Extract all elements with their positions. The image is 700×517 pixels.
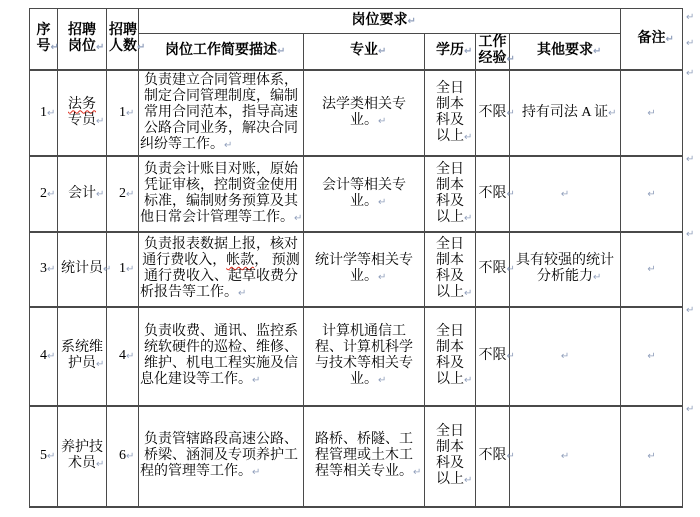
col-header-requirements: 岗位要求↵ (139, 9, 621, 34)
cell-education: 全日制本科及以上↵ (425, 232, 476, 307)
col-header-position: 招聘岗位↵ (58, 9, 107, 71)
paragraph-mark-icon: ↵ (560, 451, 570, 462)
cell-major: 路桥、桥隧、工程管理或土木工程等相关专业。↵ (304, 406, 425, 507)
cell-serial: 4↵ (30, 307, 58, 406)
cell-other (510, 307, 621, 406)
paragraph-mark-icon: ↵ (560, 188, 570, 200)
col-header-label: 岗位要求 (351, 12, 408, 28)
cell-serial: 2↵ (30, 156, 58, 232)
cell-note (621, 156, 683, 232)
cell-major: 会计等相关专业。↵ (304, 156, 425, 232)
cell-note (621, 232, 683, 307)
cell-position: 养护技 术员↵ (58, 406, 107, 507)
paragraph-mark-icon: ↵ (647, 107, 656, 119)
cell-experience: 不限↵ (476, 156, 510, 232)
col-header-label: 备注 (637, 30, 666, 46)
col-header-major: 专业↵ (304, 34, 425, 71)
col-header-count: 招聘人数↵ (107, 9, 139, 71)
cell-experience: 不限↵ (476, 70, 510, 156)
cell-count: 1↵ (107, 70, 139, 156)
col-header-serial: 序号↵ (30, 9, 58, 71)
cell-major: 统计学等相关专业。↵ (304, 232, 425, 307)
paragraph-mark-icon: ↵ (686, 154, 695, 165)
paragraph-mark-icon: ↵ (686, 404, 695, 415)
cell-major: 法学类相关专业。↵ (304, 70, 425, 156)
header-row-top (30, 9, 683, 34)
paragraph-mark-icon: ↵ (686, 12, 695, 23)
cell-count: 6↵ (107, 406, 139, 507)
cell-note (621, 406, 683, 507)
table-row (30, 156, 683, 232)
cell-serial: 5↵ (30, 406, 58, 507)
col-header-label: 招聘岗位 (68, 22, 96, 54)
cell-count: 1↵ (107, 232, 139, 307)
cell-description: 负责会计账目对账，原始凭证审核，控制资金使用标准，编制财务预算及其他日常会计管理等工作。↵ (139, 156, 304, 232)
col-header-other: 其他要求↵ (510, 34, 621, 71)
cell-other: 持有司法 A 证↵ (510, 70, 621, 156)
col-header-description: 岗位工作简要描述↵ (139, 34, 304, 71)
cell-description: 负责报表数据上报，核对通行费收入，帐款， 预测通行费收入、起草收费分析报告等工作。↵ (139, 232, 304, 307)
table-row (30, 232, 683, 307)
cell-position: 系统维 护员↵ (58, 307, 107, 406)
cell-count: 2↵ (107, 156, 139, 232)
recruitment-table (29, 8, 683, 508)
table-row (30, 307, 683, 406)
cell-position: 法务 专员↵ (58, 70, 107, 156)
paragraph-mark-icon: ↵ (686, 68, 695, 79)
spellcheck-underline: 帐款 (226, 253, 255, 268)
col-header-label: 其他要求 (537, 43, 593, 58)
cell-other: 具有较强的统计分析能力↵ (510, 232, 621, 307)
cell-other (510, 406, 621, 507)
paragraph-mark-icon: ↵ (560, 351, 570, 362)
paragraph-mark-icon: ↵ (686, 305, 695, 316)
col-header-remarks: 备注↵ (621, 9, 683, 71)
cell-experience: 不限↵ (476, 232, 510, 307)
cell-education: 全日制本科及以上↵ (425, 307, 476, 406)
cell-other (510, 156, 621, 232)
cell-education: 全日制本科及以上↵ (425, 156, 476, 232)
col-header-label: 专业 (350, 43, 378, 58)
paragraph-mark-icon: ↵ (686, 229, 695, 240)
cell-description: 负责管辖路段高速公路、桥梁、涵洞及专项养护工程的管理等工作。↵ (139, 406, 304, 507)
paragraph-mark-icon: ↵ (647, 451, 656, 462)
cell-note (621, 70, 683, 156)
paragraph-mark-icon: ↵ (647, 264, 656, 275)
col-header-label: 岗位工作简要描述 (165, 43, 277, 58)
cell-position: 会计↵ (58, 156, 107, 232)
col-header-label: 学历 (436, 43, 464, 58)
cell-position: 统计员↵ (58, 232, 107, 307)
paragraph-mark-icon: ↵ (686, 38, 695, 49)
paragraph-mark-icon: ↵ (647, 188, 656, 200)
spellcheck-underline: 法务 (68, 96, 96, 112)
cell-note (621, 307, 683, 406)
cell-serial: 1↵ (30, 70, 58, 156)
cell-education: 全日制本科及以上↵ (425, 70, 476, 156)
col-header-education: 学历↵ (425, 34, 476, 71)
cell-experience: 不限↵ (476, 406, 510, 507)
paragraph-mark-icon: ↵ (647, 351, 656, 362)
cell-description: 负责建立合同管理体系，制定合同管理制度，编制常用合同范本，指导高速公路合同业务，解决合同纠纷等工作。↵ (139, 70, 304, 156)
table-row (30, 70, 683, 156)
cell-education: 全日制本科及以上↵ (425, 406, 476, 507)
col-header-label: 招聘人数 (109, 22, 137, 54)
cell-major: 计算机通信工程、计算机科学与技术等相关专业。↵ (304, 307, 425, 406)
col-header-label: 工作经验 (478, 35, 507, 66)
col-header-experience: 工作经验↵ (476, 34, 510, 71)
cell-count: 4↵ (107, 307, 139, 406)
cell-description: 负责收费、通讯、监控系统软硬件的巡检、维修、维护、机电工程实施及信息化建设等工作。↵ (139, 307, 304, 406)
cell-experience: 不限↵ (476, 307, 510, 406)
col-header-label: 序号 (36, 22, 51, 54)
table-row (30, 406, 683, 507)
cell-serial: 3↵ (30, 232, 58, 307)
